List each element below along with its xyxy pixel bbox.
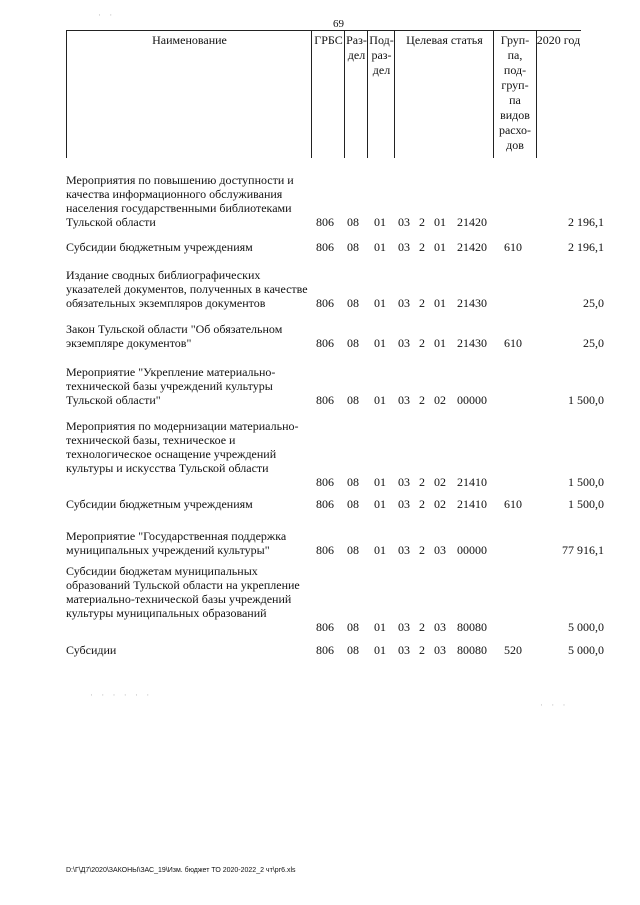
row-ts1: 03: [398, 497, 410, 511]
row-name: Субсидии: [66, 643, 117, 657]
row-ts4: 21420: [457, 240, 487, 254]
page-number: 69: [333, 18, 344, 30]
row-grbs: 806: [316, 497, 334, 511]
row-podrazdel: 01: [374, 475, 386, 489]
header-grbs: ГРБС: [314, 33, 343, 47]
row-podrazdel: 01: [374, 497, 386, 511]
row-name: Мероприятия по повышению доступности и качества информационного обслуживания населения государственными библиотеками Тульской области: [66, 173, 294, 229]
row-ts3: 01: [434, 296, 446, 310]
scan-noise: · · · · · ·: [90, 690, 153, 700]
row-ts3: 01: [434, 215, 446, 229]
row-ts2: 2: [419, 296, 425, 310]
row-ts3: 02: [434, 475, 446, 489]
header-razdel-cell: [344, 30, 368, 158]
row-razdel: 08: [347, 336, 359, 350]
row-razdel: 08: [347, 643, 359, 657]
row-grbs: 806: [316, 240, 334, 254]
scan-noise: · ·: [98, 10, 116, 20]
row-ts1: 03: [398, 215, 410, 229]
row-ts3: 01: [434, 240, 446, 254]
row-grbs: 806: [316, 620, 334, 634]
row-amount: 77 916,1: [562, 543, 604, 557]
row-ts2: 2: [419, 620, 425, 634]
row-grbs: 806: [316, 475, 334, 489]
row-razdel: 08: [347, 620, 359, 634]
row-ts3: 02: [434, 497, 446, 511]
header-grbs-cell: [311, 30, 345, 158]
row-ts2: 2: [419, 497, 425, 511]
row-amount: 1 500,0: [568, 497, 604, 511]
row-razdel: 08: [347, 475, 359, 489]
row-grbs: 806: [316, 215, 334, 229]
table-header: [66, 30, 581, 158]
row-razdel: 08: [347, 215, 359, 229]
row-amount: 2 196,1: [568, 240, 604, 254]
row-ts2: 2: [419, 240, 425, 254]
row-ts2: 2: [419, 475, 425, 489]
row-podrazdel: 01: [374, 643, 386, 657]
row-amount: 5 000,0: [568, 620, 604, 634]
row-grbs: 806: [316, 643, 334, 657]
header-podrazdel: Под- раз- дел: [369, 33, 394, 77]
row-name: Субсидии бюджетным учреждениям: [66, 240, 253, 254]
row-ts2: 2: [419, 543, 425, 557]
row-grbs: 806: [316, 543, 334, 557]
header-razdel: Раз- дел: [346, 33, 367, 62]
row-podrazdel: 01: [374, 296, 386, 310]
row-podrazdel: 01: [374, 393, 386, 407]
row-name: Субсидии бюджетам муниципальных образований Тульской области на укрепление материально-технической базы учреждений культуры муниципальных образований: [66, 564, 300, 620]
row-ts3: 03: [434, 643, 446, 657]
header-podrazdel-cell: [367, 30, 395, 158]
row-amount: 1 500,0: [568, 393, 604, 407]
row-name: Мероприятие "Государственная поддержка муниципальных учреждений культуры": [66, 529, 287, 557]
row-grbs: 806: [316, 393, 334, 407]
row-ts2: 2: [419, 336, 425, 350]
row-ts4: 00000: [457, 543, 487, 557]
row-razdel: 08: [347, 240, 359, 254]
header-name: Наименование: [152, 33, 227, 47]
header-year: 2020 год: [536, 33, 581, 47]
row-ts4: 21410: [457, 497, 487, 511]
row-ts3: 03: [434, 620, 446, 634]
row-ts3: 02: [434, 393, 446, 407]
row-name: Издание сводных библиографических указателей документов, полученных в качестве обязательных экземпляров документов: [66, 268, 308, 310]
row-podrazdel: 01: [374, 336, 386, 350]
row-ts1: 03: [398, 296, 410, 310]
row-ts3: 03: [434, 543, 446, 557]
header-target-cell: [394, 30, 494, 158]
row-podrazdel: 01: [374, 240, 386, 254]
row-group: 610: [504, 240, 522, 254]
row-grbs: 806: [316, 336, 334, 350]
row-name: Мероприятие "Укрепление материально-технической базы учреждений культуры Тульской области": [66, 365, 276, 407]
row-grbs: 806: [316, 296, 334, 310]
row-ts4: 80080: [457, 643, 487, 657]
header-group: Груп- па, под- груп- па видов расхо- дов: [498, 33, 532, 152]
row-amount: 5 000,0: [568, 643, 604, 657]
row-ts1: 03: [398, 393, 410, 407]
row-ts4: 80080: [457, 620, 487, 634]
row-ts1: 03: [398, 336, 410, 350]
footer-file-path: D:\Г\Д7\2020\ЗАКОНЫ\ЗАС_19\Изм. бюджет ТО 2020-2022_2 чт\рг6.xls: [66, 867, 296, 874]
row-ts1: 03: [398, 240, 410, 254]
row-amount: 1 500,0: [568, 475, 604, 489]
header-group-cell: [493, 30, 537, 158]
row-amount: 25,0: [583, 336, 604, 350]
row-ts2: 2: [419, 215, 425, 229]
row-ts3: 01: [434, 336, 446, 350]
row-ts1: 03: [398, 543, 410, 557]
row-group: 610: [504, 497, 522, 511]
row-ts4: 00000: [457, 393, 487, 407]
row-ts2: 2: [419, 393, 425, 407]
header-year-cell: [536, 30, 581, 158]
row-ts4: 21410: [457, 475, 487, 489]
row-group: 520: [504, 643, 522, 657]
row-group: 610: [504, 336, 522, 350]
row-ts4: 21430: [457, 336, 487, 350]
row-razdel: 08: [347, 393, 359, 407]
row-podrazdel: 01: [374, 543, 386, 557]
row-ts2: 2: [419, 643, 425, 657]
row-name: Субсидии бюджетным учреждениям: [66, 497, 253, 511]
header-name-cell: [66, 30, 312, 158]
row-razdel: 08: [347, 497, 359, 511]
row-ts4: 21420: [457, 215, 487, 229]
row-amount: 25,0: [583, 296, 604, 310]
row-name: Мероприятия по модернизации материально-технической базы, техническое и технологическое оснащение учреждений культуры и искусства Тульской области: [66, 419, 299, 475]
row-amount: 2 196,1: [568, 215, 604, 229]
row-ts4: 21430: [457, 296, 487, 310]
row-podrazdel: 01: [374, 215, 386, 229]
scan-noise: · · ·: [540, 700, 569, 710]
row-name: Закон Тульской области "Об обязательном экземпляре документов": [66, 322, 283, 350]
header-target: Целевая статья: [406, 33, 483, 47]
row-ts1: 03: [398, 643, 410, 657]
row-ts1: 03: [398, 620, 410, 634]
row-podrazdel: 01: [374, 620, 386, 634]
row-razdel: 08: [347, 296, 359, 310]
row-razdel: 08: [347, 543, 359, 557]
row-ts1: 03: [398, 475, 410, 489]
